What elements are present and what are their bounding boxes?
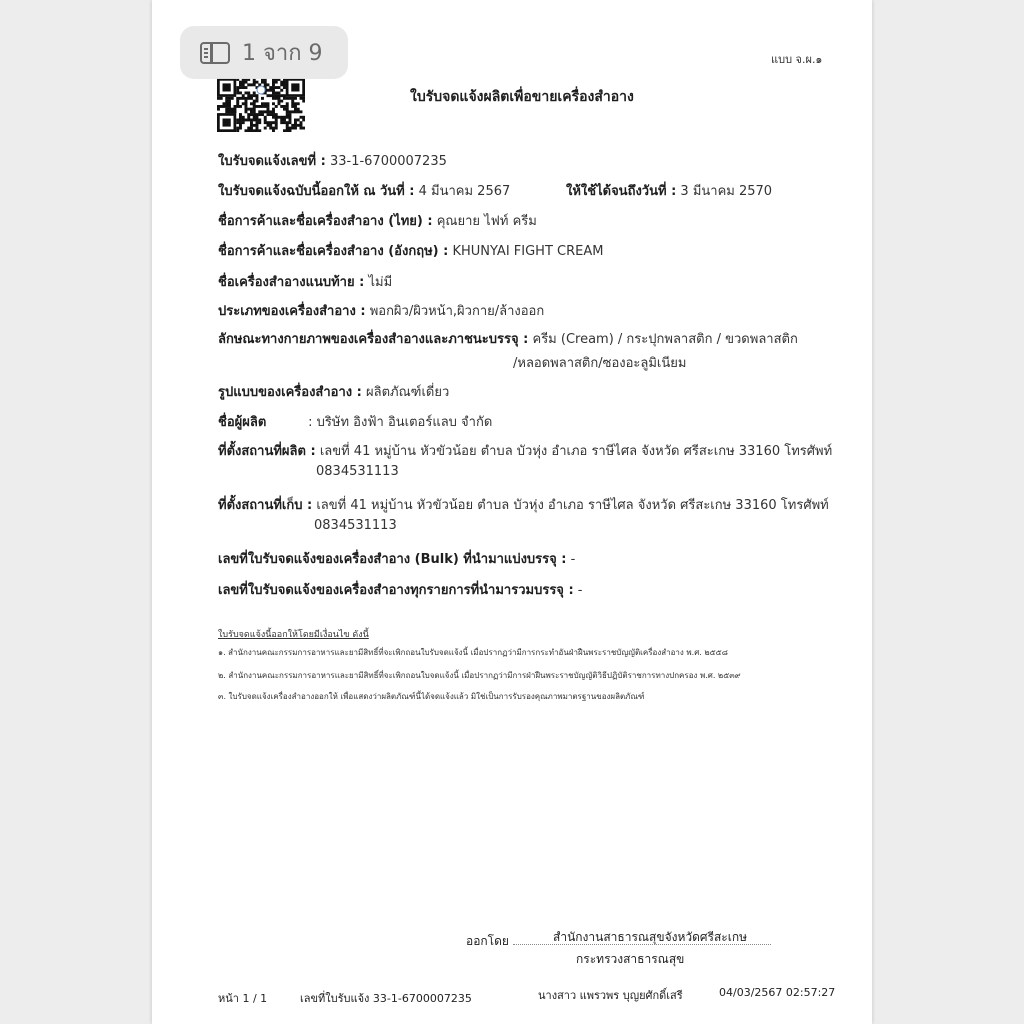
physical-characteristics-continued: /หลอดพลาสติก/ซองอะลูมิเนียม [513, 356, 687, 371]
footer-timestamp: 04/03/2567 02:57:27 [719, 986, 836, 999]
attached-names-field: ชื่อเครื่องสำอางแนบท้าย : ไม่มี [218, 275, 393, 290]
conditions-title: ใบรับจดแจ้งนี้ออกให้โดยมีเงื่อนไข ดังนี้ [218, 630, 369, 640]
physical-characteristics-field: ลักษณะทางกายภาพของเครื่องสำอางและภาชนะบรรจุ : ครีม (Cream) / กระปุกพลาสติก / ขวดพลาสติก [218, 332, 798, 347]
issuing-office: สำนักงานสาธารณสุขจังหวัดศรีสะเกษ [553, 930, 748, 944]
footer-reference: เลขที่ใบรับแจ้ง 33-1-6700007235 [300, 992, 472, 1005]
valid-until-field: ให้ใช้ได้จนถึงวันที่ : 3 มีนาคม 2570 [566, 184, 773, 199]
cosmetic-format-field: รูปแบบของเครื่องสำอาง : ผลิตภัณฑ์เดี่ยว [218, 385, 450, 400]
factory-phone: 0834531113 [316, 464, 399, 479]
combined-number-field: เลขที่ใบรับจดแจ้งของเครื่องสำอางทุกรายการที่นำมารวมบรรจุ : - [218, 583, 583, 598]
footer-official-name: นางสาว แพรวพร บุญยศักดิ์เสรี [538, 989, 683, 1002]
document-title: ใบรับจดแจ้งผลิตเพื่อขายเครื่องสำอาง [410, 89, 634, 105]
storage-phone: 0834531113 [314, 518, 397, 533]
receipt-number-field: ใบรับจดแจ้งเลขที่ : 33-1-6700007235 [218, 154, 447, 169]
trade-name-thai-field: ชื่อการค้าและชื่อเครื่องสำอาง (ไทย) : คุณยาย ไฟท์ ครีม [218, 214, 537, 229]
issue-date-field: ใบรับจดแจ้งฉบับนี้ออกให้ ณ วันที่ : 4 มีนาคม 2567 [218, 184, 511, 199]
cosmetic-type-field: ประเภทของเครื่องสำอาง : พอกผิว/ผิวหน้า,ผิวกาย/ล้างออก [218, 304, 545, 319]
form-code: แบบ จ.ผ.๑ [771, 53, 823, 66]
condition-item: ๓. ใบรับจดแจ้งเครื่องสำอางออกให้ เพื่อแสดงว่าผลิตภัณฑ์นี้ได้จดแจ้งแล้ว มิใช่เป็นการรับรองคุณภาพมาตรฐานของผลิตภัณฑ์ [218, 692, 645, 701]
ministry-name: กระทรวงสาธารณสุข [576, 952, 685, 966]
signature-line [513, 944, 771, 945]
page-indicator[interactable] [180, 26, 348, 79]
bulk-number-field: เลขที่ใบรับจดแจ้งของเครื่องสำอาง (Bulk) ที่นำมาแบ่งบรรจุ : - [218, 552, 576, 567]
storage-address-field: ที่ตั้งสถานที่เก็บ : เลขที่ 41 หมู่บ้าน หัวขัวน้อย ตำบล บัวหุ่ง อำเภอ ราษีไศล จังหวัด ศรีสะเกษ 33160 โทรศัพท์ [218, 498, 829, 513]
issued-by-label: ออกโดย [466, 934, 509, 948]
page-indicator-text: 1 จาก 9 [242, 41, 323, 66]
qr-code [217, 78, 305, 132]
sidebar-toggle-icon[interactable] [200, 42, 230, 64]
condition-item: ๑. สำนักงานคณะกรรมการอาหารและยามีสิทธิ์ที่จะเพิกถอนใบรับจดแจ้งนี้ เมื่อปรากฏว่ามีการกระทำอันฝ่าฝืนพระราชบัญญัติเครื่องสำอาง พ.ศ. ๒๕๕๘ [218, 648, 728, 657]
footer-page-number: หน้า 1 / 1 [218, 992, 268, 1005]
factory-address-field: ที่ตั้งสถานที่ผลิต : เลขที่ 41 หมู่บ้าน หัวขัวน้อย ตำบล บัวหุ่ง อำเภอ ราษีไศล จังหวัด ศรีสะเกษ 33160 โทรศัพท์ [218, 444, 833, 459]
condition-item: ๒. สำนักงานคณะกรรมการอาหารและยามีสิทธิ์ที่จะเพิกถอนใบจดแจ้งนี้ เมื่อปรากฏว่ามีการฝ่าฝืนพระราชบัญญัติวิธีปฏิบัติราชการทางปกครอง พ.ศ. ๒๕๓๙ [218, 671, 741, 680]
manufacturer-field: ชื่อผู้ผลิต : บริษัท อิงฟ้า อินเตอร์แลบ จำกัด [218, 415, 493, 430]
trade-name-english-field: ชื่อการค้าและชื่อเครื่องสำอาง (อังกฤษ) : KHUNYAI FIGHT CREAM [218, 244, 604, 259]
